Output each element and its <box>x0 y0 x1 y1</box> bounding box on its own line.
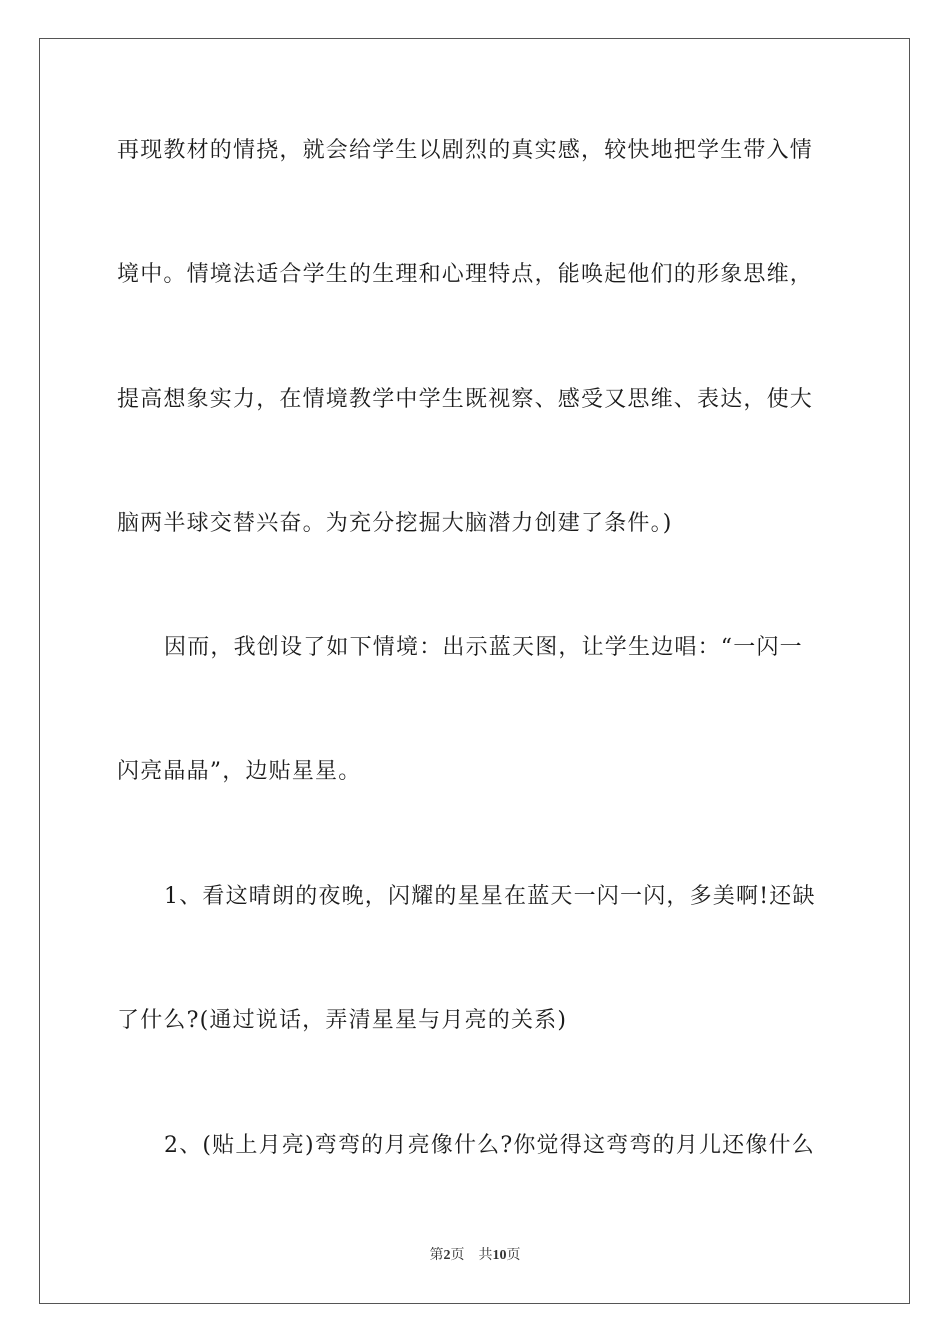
text-line-2: 境中。情境法适合学生的生理和心理特点，能唤起他们的形象思维， <box>117 262 814 287</box>
text-line-5: 因而，我创设了如下情境：出示蓝天图，让学生边唱：“一闪一 <box>164 635 803 660</box>
text-line-7: 1、看这晴朗的夜晚，闪耀的星星在蓝天一闪一闪，多美啊!还缺 <box>164 884 816 909</box>
text-line-4: 脑两半球交替兴奋。为充分挖掘大脑潜力创建了条件。) <box>117 511 673 536</box>
footer-total-suffix: 页 <box>506 1248 521 1263</box>
page-border <box>39 38 910 1304</box>
text-line-9: 2、(贴上月亮)弯弯的月亮像什么?你觉得这弯弯的月儿还像什么 <box>164 1133 815 1158</box>
footer-page-prefix: 第 <box>429 1248 444 1263</box>
footer-page-suffix: 页 <box>450 1248 465 1263</box>
page-footer <box>0 1246 950 1266</box>
text-line-8: 了什么?(通过说话，弄清星星与月亮的关系) <box>117 1008 568 1033</box>
text-line-1: 再现教材的情挠，就会给学生以剧烈的真实感，较快地把学生带入情 <box>117 138 814 163</box>
footer-total-prefix: 共 <box>478 1248 493 1263</box>
footer-page-number: 2 <box>443 1248 451 1263</box>
footer-total-number: 10 <box>492 1248 507 1263</box>
text-line-6: 闪亮晶晶”，边贴星星。 <box>117 759 362 784</box>
text-line-3: 提高想象实力，在情境教学中学生既视察、感受又思维、表达，使大 <box>117 387 814 412</box>
